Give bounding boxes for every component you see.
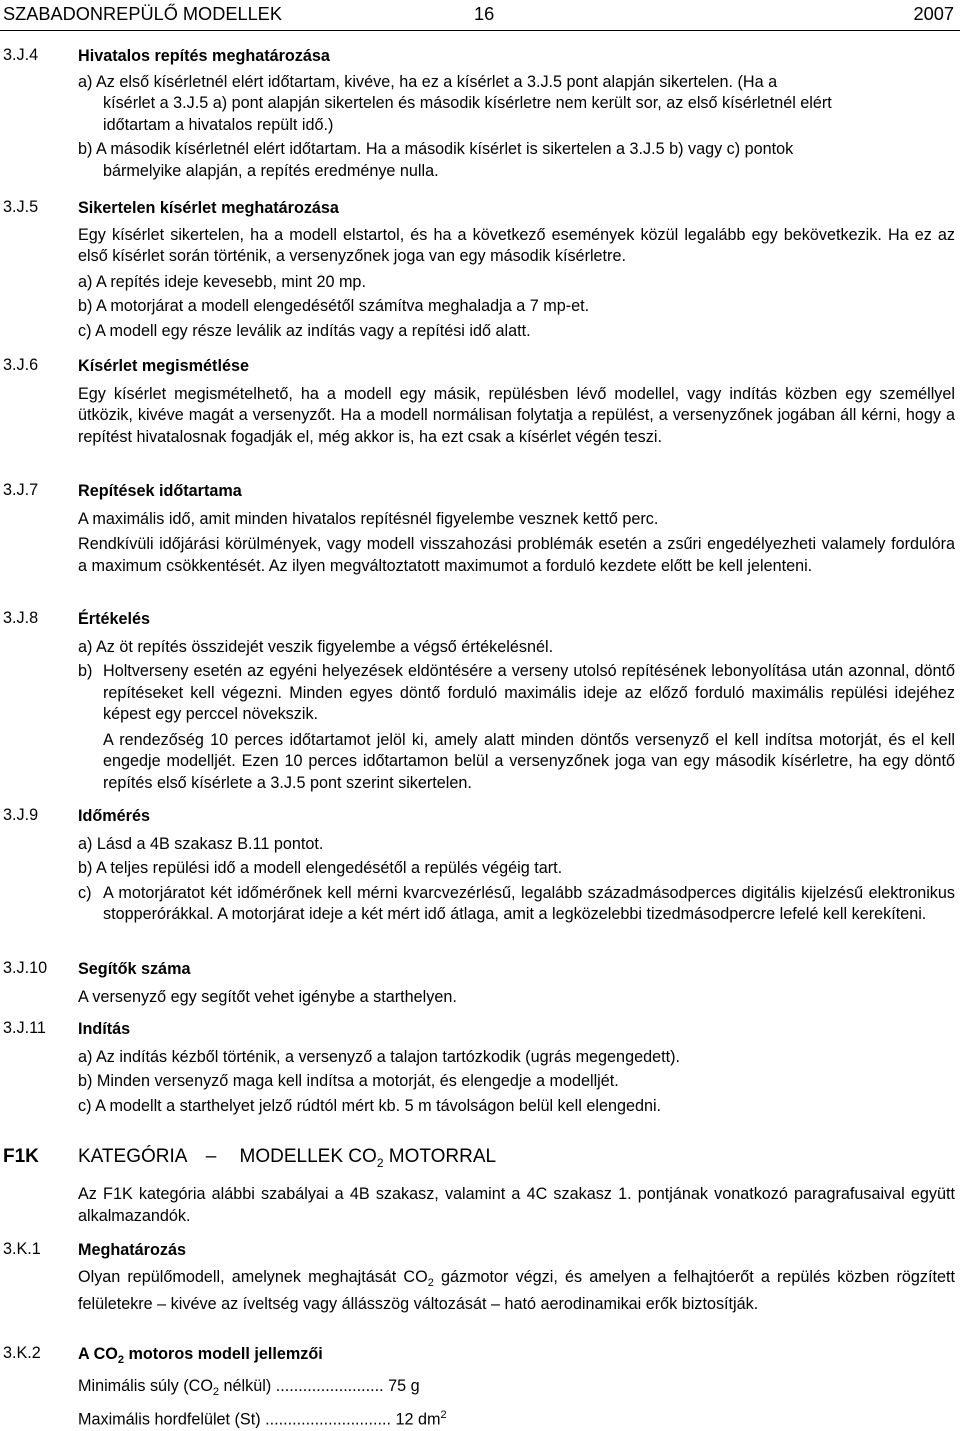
text: Maximális hordfelület (St) ............................ 12 dm [78, 1410, 441, 1429]
section-3j9 [78, 806, 955, 926]
section-title: Meghatározás [78, 1241, 186, 1259]
section-title [78, 1344, 955, 1372]
list-item [78, 661, 955, 794]
paragraph: Rendkívüli időjárási körülmények, vagy modell visszahozási problémák esetén a zsűri engedélyezheti valamely fordulóra a maximum csökkentését. Az ilyen megváltoztatott maximumot a forduló kezdete előtt be kell jelenteni. [78, 535, 955, 575]
section-3j6 [78, 356, 955, 448]
section-3j11 [78, 1019, 955, 1117]
paragraph: Holtverseny esetén az egyéni helyezések eldöntésére a verseny utolsó repítésének lebonyolítása után azonnal, döntő repítéseket kell végezni. Minden egyes döntő forduló maximális ideje az előző forduló maximális repülési idejéhez képest egy perccel növekszik. [103, 662, 955, 723]
list-item: a) Az öt repítés összidejét veszik figyelembe a végső értékelésnél. [78, 637, 554, 656]
section-title: Segítők száma [78, 960, 191, 978]
list-item: b) Minden versenyző maga kell indítsa a motorját, és elengedje a modelljét. [78, 1072, 619, 1090]
list-item: b) A teljes repülési idő a modell elengedésétől a repülés végéig tart. [78, 859, 563, 877]
text: A CO [78, 1345, 118, 1363]
category-heading [78, 1146, 955, 1174]
section-title: Sikertelen kísérlet meghatározása [78, 199, 339, 217]
section-number: 3.K.2 [3, 1344, 41, 1362]
section-title: Repítések időtartama [78, 482, 242, 500]
subscript: 2 [117, 1354, 124, 1367]
paragraph [78, 1267, 955, 1316]
header-year: 2007 [913, 4, 954, 24]
spec-row [78, 1405, 955, 1431]
text: nélkül) ........................ 75 g [219, 1376, 420, 1395]
header-divider [0, 30, 960, 31]
section-number: 3.J.7 [3, 481, 39, 499]
subscript: 2 [427, 1276, 434, 1289]
category-title: MOTORRAL [383, 1146, 497, 1167]
section-number: 3.J.6 [3, 356, 39, 374]
section-3j4 [78, 46, 955, 182]
item-b-line: bármelyike alapján, a repítés eredménye nulla. [103, 161, 439, 180]
paragraph: A maximális idő, amit minden hivatalos repítésnél figyelembe vesznek kettő perc. [78, 509, 659, 528]
section-number: 3.J.9 [3, 806, 39, 824]
section-title: Indítás [78, 1020, 131, 1038]
section-number: 3.J.11 [3, 1019, 46, 1037]
list-item: c) A modellt a starthelyet jelző rúdtól mért kb. 5 m távolságon belül kell elengedni. [78, 1096, 662, 1115]
paragraph: Egy kísérlet sikertelen, ha a modell elstartol, és ha a következő események közül legalább egy bekövetkezik. Ha ez az első kísérlet során történik, a versenyzőnek joga van egy második kísérletre. [78, 225, 955, 265]
item-a-line: időtartam a hivatalos repült idő.) [103, 115, 334, 134]
subscript: 2 [212, 1385, 220, 1398]
category-title: KATEGÓRIA [78, 1146, 187, 1167]
section-3k1 [78, 1240, 955, 1316]
section-3j10 [78, 959, 955, 1008]
section-number: 3.J.4 [3, 46, 39, 64]
paragraph: A versenyző egy segítőt vehet igénybe a starthelyen. [78, 987, 457, 1006]
page-header [3, 4, 954, 28]
header-title: SZABADONREPÜLŐ MODELLEK [3, 4, 282, 24]
list-item: b) A motorjárat a modell elengedésétől számítva meghaladja a 7 mp-et. [78, 297, 590, 315]
paragraph: A motorjáratot két időmérőnek kell mérni kvarcvezérlésű, legalább századmásodperces digitális kijelzésű elektronikus stopperórákkal. A motorjárat ideje a két mért idő átlaga, amit a legközelebbi tizedmásodpercre lefelé kell kerekíteni. [103, 883, 955, 923]
paragraph: Egy kísérlet megismételhető, ha a modell egy másik, repülésben lévő modellel, vagy indítás közben egy személlyel ütközik, kivéve magát a versenyzőt. Ha a modell normálisan folytatja a repülést, a versenyzőnek jogában áll kérni, hogy a repítést hivatalosnak fogadják el, még akkor is, ha ezt csak a kísérlet végén teszi. [78, 384, 955, 446]
paragraph: A rendezőség 10 perces időtartamot jelöl ki, amely alatt minden döntős versenyző el kell indítsa motorját, és el kell engedje modelljét. Ezen 10 perces időtartamon belül a versenyzőnek joga van egy második kísérletre, ha egy döntő repítés első kísérlete a 3.J.5 pont szerint sikertelen. [103, 730, 955, 792]
section-3j7 [78, 481, 955, 577]
item-a-line: kísérlet a 3.J.5 a) pont alapján sikertelen és második kísérletre nem került sor, az első kísérletnél elért [103, 94, 832, 112]
section-number: 3.J.10 [3, 959, 48, 977]
category-intro: Az F1K kategória alábbi szabályai a 4B szakasz, valamint a 4C szakasz 1. pontjának vonatkozó paragrafusaival együtt alkalmazandók. [78, 1185, 955, 1225]
list-item [78, 883, 955, 926]
section-number: 3.J.5 [3, 198, 39, 216]
text: gázmotor végzi, és amelyen a felhajtóerőt a repülés közben rögzített felületekre – kivéve az íveltség vagy állásszög változását – ható aerodinamikai erők biztosítják. [78, 1267, 956, 1314]
category-code: F1K [3, 1146, 39, 1167]
section-title: Kísérlet megismétlése [78, 357, 249, 375]
section-title: Hivatalos repítés meghatározása [78, 47, 330, 65]
text: motoros modell jellemzői [124, 1345, 323, 1363]
section-3k2 [78, 1344, 955, 1431]
superscript: 2 [440, 1409, 447, 1422]
page-number: 16 [474, 4, 495, 24]
category-title: MODELLEK CO [239, 1146, 377, 1167]
spec-row [78, 1376, 955, 1404]
section-number: 3.K.1 [3, 1240, 41, 1258]
list-item: a) Az indítás kézből történik, a versenyző a talajon tartózkodik (ugrás megengedett). [78, 1047, 680, 1066]
subscript: 2 [376, 1155, 384, 1170]
text: Minimális súly (CO [78, 1376, 213, 1395]
item-a-line: a) Az első kísérletnél elért időtartam, kivéve, ha ez a kísérlet a 3.J.5 pont alapján sikertelen. (Ha a [78, 72, 778, 91]
title-dash: – [205, 1146, 217, 1167]
section-title: Időmérés [78, 807, 150, 825]
item-b-line: b) A második kísérletnél elért időtartam. Ha a második kísérlet is sikertelen a 3.J.5 b) vagy c) pontok [78, 140, 794, 158]
section-title: Értékelés [78, 610, 150, 628]
list-item: a) Lásd a 4B szakasz B.11 pontot. [78, 834, 324, 853]
list-label: b) [78, 662, 93, 680]
list-item: c) A modell egy része leválik az indítás vagy a repítési idő alatt. [78, 321, 531, 340]
section-3j5 [78, 198, 955, 342]
list-item: a) A repítés ideje kevesebb, mint 20 mp. [78, 272, 366, 291]
list-label: c) [78, 883, 92, 902]
section-number: 3.J.8 [3, 609, 39, 627]
text: Olyan repülőmodell, amelynek meghajtását CO [78, 1267, 428, 1286]
section-3j8 [78, 609, 955, 794]
